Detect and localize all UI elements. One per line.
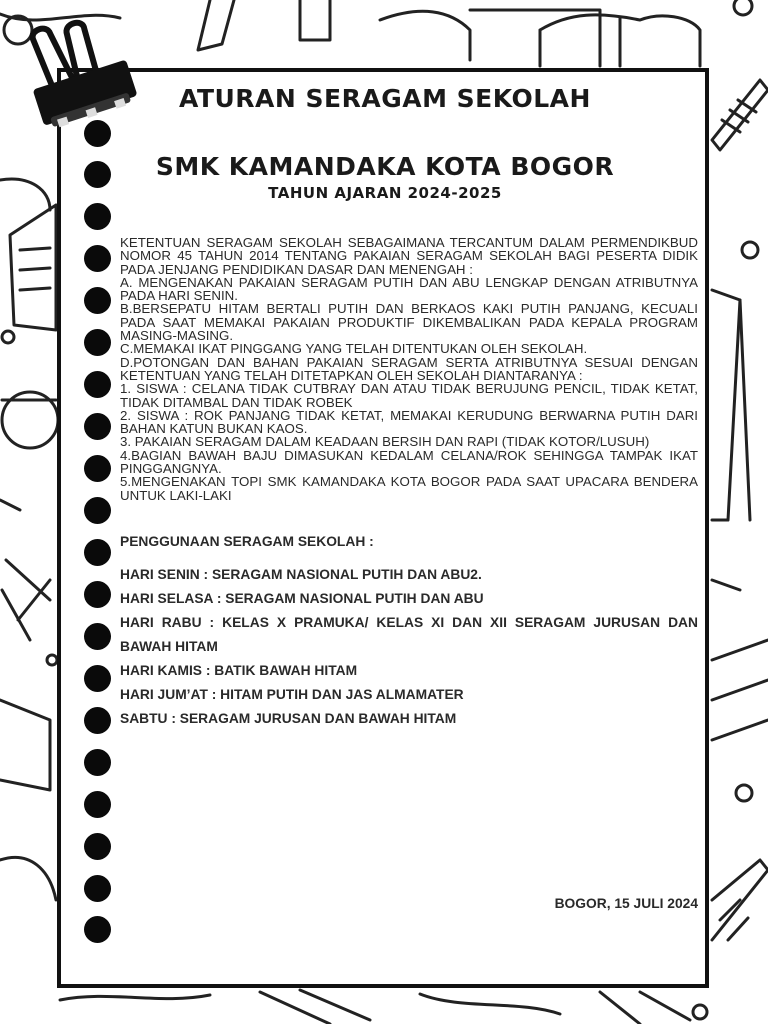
binder-hole — [84, 833, 111, 860]
school-name: SMK KAMANDAKA KOTA BOGOR — [155, 152, 615, 181]
rule-item: 1. SISWA : CELANA TIDAK CUTBRAY DAN ATAU TIDAK BERUJUNG PENCIL, TIDAK KETAT, TIDAK DITAMBAL DAN TIDAK ROBEK — [120, 381, 698, 410]
binder-hole — [84, 413, 111, 440]
binder-hole — [84, 539, 111, 566]
binder-holes — [84, 120, 112, 940]
binder-hole — [84, 665, 111, 692]
rule-item: A. MENGENAKAN PAKAIAN SERAGAM PUTIH DAN ABU LENGKAP DENGAN ATRIBUTNYA PADA HARI SENIN. — [120, 274, 698, 304]
binder-hole — [84, 497, 111, 524]
rule-item: C.MEMAKAI IKAT PINGGANG YANG TELAH DITENTUKAN OLEH SEKOLAH. — [120, 341, 588, 357]
schedule-tuesday: HARI SELASA : SERAGAM NASIONAL PUTIH DAN ABU — [120, 590, 484, 606]
binder-hole — [84, 245, 111, 272]
binder-hole — [84, 749, 111, 776]
rule-item: D.POTONGAN DAN BAHAN PAKAIAN SERAGAM SERTA ATRIBUTNYA SESUAI DENGAN KETENTUAN YANG TELAH DITETAPKAN OLEH SEKOLAH DIANTARANYA : — [120, 354, 698, 383]
binder-hole — [84, 707, 111, 734]
rule-item: 4.BAGIAN BAWAH BAJU DIMASUKAN KEDALAM CELANA/ROK SEHINGGA TAMPAK IKAT PINGGANGNYA. — [120, 447, 698, 477]
schedule-saturday: SABTU : SERAGAM JURUSAN DAN BAWAH HITAM — [120, 710, 457, 726]
schedule-thursday: HARI KAMIS : BATIK BAWAH HITAM — [120, 662, 358, 678]
rules-list — [120, 236, 698, 502]
schedule-wednesday: HARI RABU : KELAS X PRAMUKA/ KELAS XI DAN XII SERAGAM JURUSAN DAN BAWAH HITAM — [120, 614, 698, 654]
rule-item: 5.MENGENAKAN TOPI SMK KAMANDAKA KOTA BOGOR PADA SAAT UPACARA BENDERA UNTUK LAKI-LAKI — [120, 474, 698, 503]
weekly-schedule — [120, 563, 698, 731]
schedule-friday: HARI JUM’AT : HITAM PUTIH DAN JAS ALMAMATER — [120, 686, 464, 702]
document-body — [120, 236, 698, 731]
signature-date: BOGOR, 15 JULI 2024 — [554, 896, 698, 911]
binder-hole — [84, 791, 111, 818]
binder-hole — [84, 455, 111, 482]
rule-item: B.BERSEPATU HITAM BERTALI PUTIH DAN BERKAOS KAKI PUTIH PANJANG, KECUALI PADA SAAT MEMAKAI PAKAIAN PRODUKTIF DIKEMBALIKAN PADA KEPALA PROGRAM MASING-MASING. — [120, 301, 698, 344]
binder-hole — [84, 581, 111, 608]
usage-heading: PENGGUNAAN SERAGAM SEKOLAH : — [120, 533, 374, 549]
rule-intro: KETENTUAN SERAGAM SEKOLAH SEBAGAIMANA TERCANTUM DALAM PERMENDIKBUD NOMOR 45 TAHUN 2014 TENTANG PAKAIAN SERAGAM SEKOLAH BAGI PESERTA DIDIK PADA JENJANG PENDIDIKAN DASAR DAN MENENGAH : — [120, 235, 698, 277]
schedule-monday: HARI SENIN : SERAGAM NASIONAL PUTIH DAN ABU2. — [120, 566, 482, 582]
binder-hole — [84, 623, 111, 650]
binder-hole — [84, 287, 111, 314]
binder-hole — [84, 203, 111, 230]
binder-hole — [84, 371, 111, 398]
document-title: ATURAN SERAGAM SEKOLAH — [179, 84, 591, 113]
rule-item: 2. SISWA : ROK PANJANG TIDAK KETAT, MEMAKAI KERUDUNG BERWARNA PUTIH DARI BAHAN KATUN BUKAN KAOS. — [120, 407, 698, 437]
binder-hole — [84, 329, 111, 356]
binder-hole — [84, 916, 111, 943]
binder-hole — [84, 875, 111, 902]
rule-item: 3. PAKAIAN SERAGAM DALAM KEADAAN BERSIH DAN RAPI (TIDAK KOTOR/LUSUH) — [120, 434, 650, 450]
academic-year: TAHUN AJARAN 2024-2025 — [268, 184, 502, 202]
